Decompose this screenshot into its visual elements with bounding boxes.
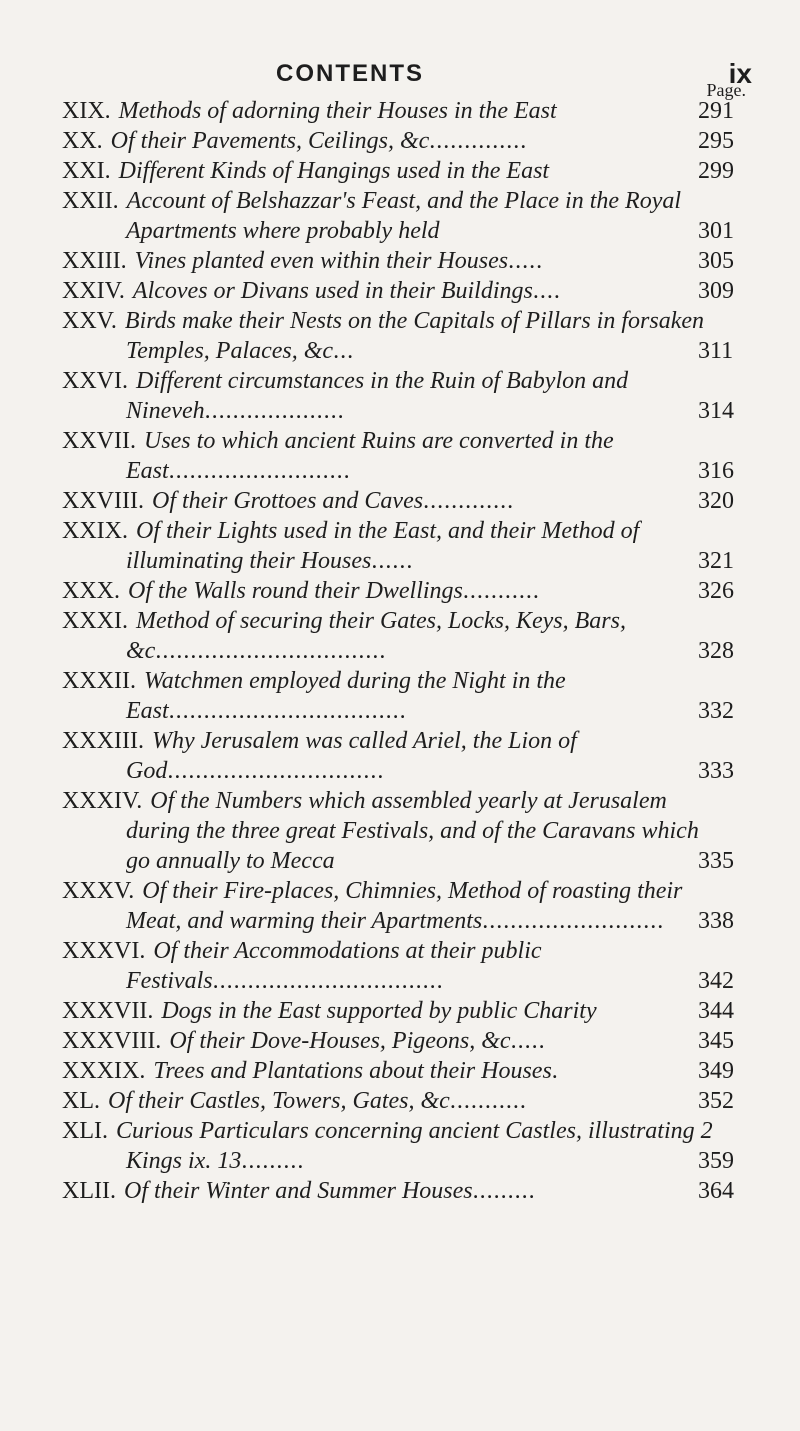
contents-entry: XL. Of their Castles, Towers, Gates, &c........... 352: [62, 1088, 734, 1114]
chapter-title: Of their Grottoes and Caves: [151, 488, 424, 514]
leader-dots: ....: [532, 278, 561, 304]
leader-dots: ...........: [462, 578, 540, 604]
contents-entry: XXXVIII. Of their Dove-Houses, Pigeons, &c..... 345: [62, 1028, 734, 1054]
chapter-number: XXXIV.: [62, 788, 143, 814]
chapter-number: XXI.: [62, 158, 111, 184]
leader-dots: ....................: [204, 398, 345, 424]
contents-entry: XXVIII. Of their Grottoes and Caves............. 320: [62, 488, 734, 514]
contents-entry: XX. Of their Pavements, Ceilings, &c.............. 295: [62, 128, 734, 154]
chapter-title: Curious Particulars concerning ancient Castles, illustrating 2 Kings ix. 13: [115, 1118, 713, 1174]
contents-entry: XXIV. Alcoves or Divans used in their Buildings.... 309: [62, 278, 734, 304]
chapter-title: Watchmen employed during the Night in the East: [126, 668, 566, 724]
chapter-title: Of their Castles, Towers, Gates, &c: [108, 1088, 450, 1114]
contents-entry: XXXII. Watchmen employed during the Night in the East.................................. 332: [62, 668, 734, 724]
contents-entry: XLII. Of their Winter and Summer Houses......... 364: [62, 1178, 734, 1204]
chapter-title: Of their Accommodations at their public Festivals: [126, 938, 542, 994]
chapter-number: XXX.: [62, 578, 120, 604]
chapter-number: XXXV.: [62, 878, 135, 904]
chapter-title: Of the Numbers which assembled yearly at Jerusalem during the three great Festivals, and of the Caravans which go annually to Mecca: [126, 788, 699, 874]
chapter-number: XXXVII.: [62, 998, 154, 1024]
chapter-number: XIX.: [62, 98, 111, 124]
chapter-title: Of their Winter and Summer Houses: [123, 1178, 473, 1204]
chapter-title: Trees and Plantations about their Houses: [153, 1058, 552, 1084]
contents-entry: XXXVII. Dogs in the East supported by public Charity 344: [62, 998, 734, 1024]
chapter-number: XXVII.: [62, 428, 136, 454]
chapter-number: XXXVIII.: [62, 1028, 162, 1054]
contents-entry: XXXI. Method of securing their Gates, Locks, Keys, Bars, &c................................. 328: [62, 608, 734, 664]
chapter-number: XXVI.: [62, 368, 128, 394]
leader-dots: .................................: [212, 968, 444, 994]
chapter-number: XXXI.: [62, 608, 128, 634]
leader-dots: ..........................: [168, 458, 351, 484]
contents-entry: XLI. Curious Particulars concerning ancient Castles, illustrating 2 Kings ix. 13......... 359: [62, 1118, 734, 1174]
leader-dots: ..............: [429, 128, 528, 154]
chapter-number: XXV.: [62, 308, 117, 334]
chapter-number: XX.: [62, 128, 103, 154]
chapter-number: XLI.: [62, 1118, 108, 1144]
chapter-title: Birds make their Nests on the Capitals of Pillars in forsaken Temples, Palaces, &c: [124, 308, 704, 364]
chapter-title: Vines planted even within their Houses: [134, 248, 509, 274]
leader-dots: .............: [423, 488, 515, 514]
leader-dots: ..................................: [168, 698, 407, 724]
contents-entry: XXV. Birds make their Nests on the Capitals of Pillars in forsaken Temples, Palaces, &c... 311: [62, 308, 734, 364]
contents-entry: XXIII. Vines planted even within their Houses..... 305: [62, 248, 734, 274]
contents-list: [62, 96, 762, 1206]
chapter-title: Dogs in the East supported by public Charity: [161, 998, 597, 1024]
leader-dots: .........: [472, 1178, 536, 1204]
chapter-title: Different circumstances in the Ruin of Babylon and Nineveh: [126, 368, 629, 424]
leader-dots: ......: [371, 548, 414, 574]
page-column-label: Page.: [706, 80, 746, 100]
chapter-title: Method of securing their Gates, Locks, Keys, Bars, &c: [126, 608, 626, 664]
chapter-title: Why Jerusalem was called Ariel, the Lion of God: [126, 728, 577, 784]
chapter-number: XXXVI.: [62, 938, 146, 964]
contents-entry: XXXIX. Trees and Plantations about their Houses. 349: [62, 1058, 734, 1084]
chapter-number: XXII.: [62, 188, 119, 214]
chapter-number: XXXIII.: [62, 728, 144, 754]
chapter-title: Methods of adorning their Houses in the East: [118, 98, 557, 124]
contents-entry: XIX. Methods of adorning their Houses in the East 291: [62, 98, 734, 124]
leader-dots: ..........................: [482, 908, 665, 934]
contents-entry: XXI. Different Kinds of Hangings used in the East 299: [62, 158, 734, 184]
page-folio: ix: [728, 58, 752, 89]
contents-entry: XXVII. Uses to which ancient Ruins are converted in the East.......................... 316: [62, 428, 734, 484]
leader-dots: ...........: [449, 1088, 527, 1114]
chapter-title: Different Kinds of Hangings used in the East: [118, 158, 550, 184]
leader-dots: .: [551, 1058, 559, 1084]
contents-entry: XXX. Of the Walls round their Dwellings........... 326: [62, 578, 734, 604]
page-title: CONTENTS: [276, 60, 424, 87]
chapter-title: Of their Pavements, Ceilings, &c: [110, 128, 430, 154]
leader-dots: ...............................: [167, 758, 385, 784]
contents-entry: XXXIV. Of the Numbers which assembled yearly at Jerusalem during the three great Festivals, and of the Caravans which go annually to Mecca 335: [62, 788, 734, 874]
leader-dots: .........: [241, 1148, 305, 1174]
chapter-title: Uses to which ancient Ruins are converted in the East: [126, 428, 614, 484]
leader-dots: .....: [510, 1028, 546, 1054]
leader-dots: ...: [333, 338, 355, 364]
chapter-title: Of their Lights used in the East, and their Method of illuminating their Houses: [126, 518, 640, 574]
leader-dots: .....: [508, 248, 544, 274]
chapter-number: XL.: [62, 1088, 100, 1114]
leader-dots: .................................: [155, 638, 387, 664]
contents-entry: XXXIII. Why Jerusalem was called Ariel, the Lion of God............................... 333: [62, 728, 734, 784]
contents-entry: XXII. Account of Belshazzar's Feast, and the Place in the Royal Apartments where probably held 301: [62, 188, 734, 244]
chapter-title: Alcoves or Divans used in their Buildings: [132, 278, 533, 304]
contents-entry: XXIX. Of their Lights used in the East, and their Method of illuminating their Houses...... 321: [62, 518, 734, 574]
chapter-number: XXXII.: [62, 668, 136, 694]
chapter-number: XXVIII.: [62, 488, 144, 514]
page-header: [0, 60, 800, 100]
contents-entry: XXVI. Different circumstances in the Ruin of Babylon and Nineveh.................... 314: [62, 368, 734, 424]
chapter-number: XXXIX.: [62, 1058, 146, 1084]
chapter-title: Of their Dove-Houses, Pigeons, &c: [169, 1028, 511, 1054]
contents-entry: XXXV. Of their Fire-places, Chimnies, Method of roasting their Meat, and warming their Apartments.......................... 338: [62, 878, 734, 934]
contents-entry: XXXVI. Of their Accommodations at their public Festivals................................. 342: [62, 938, 734, 994]
chapter-title: Of the Walls round their Dwellings: [128, 578, 463, 604]
chapter-number: XXIV.: [62, 278, 125, 304]
chapter-number: XXIII.: [62, 248, 127, 274]
chapter-number: XXIX.: [62, 518, 128, 544]
chapter-title: Of their Fire-places, Chimnies, Method of roasting their Meat, and warming their Apartments: [126, 878, 683, 934]
chapter-title: Account of Belshazzar's Feast, and the Place in the Royal Apartments where probably held: [126, 188, 682, 244]
chapter-number: XLII.: [62, 1178, 116, 1204]
